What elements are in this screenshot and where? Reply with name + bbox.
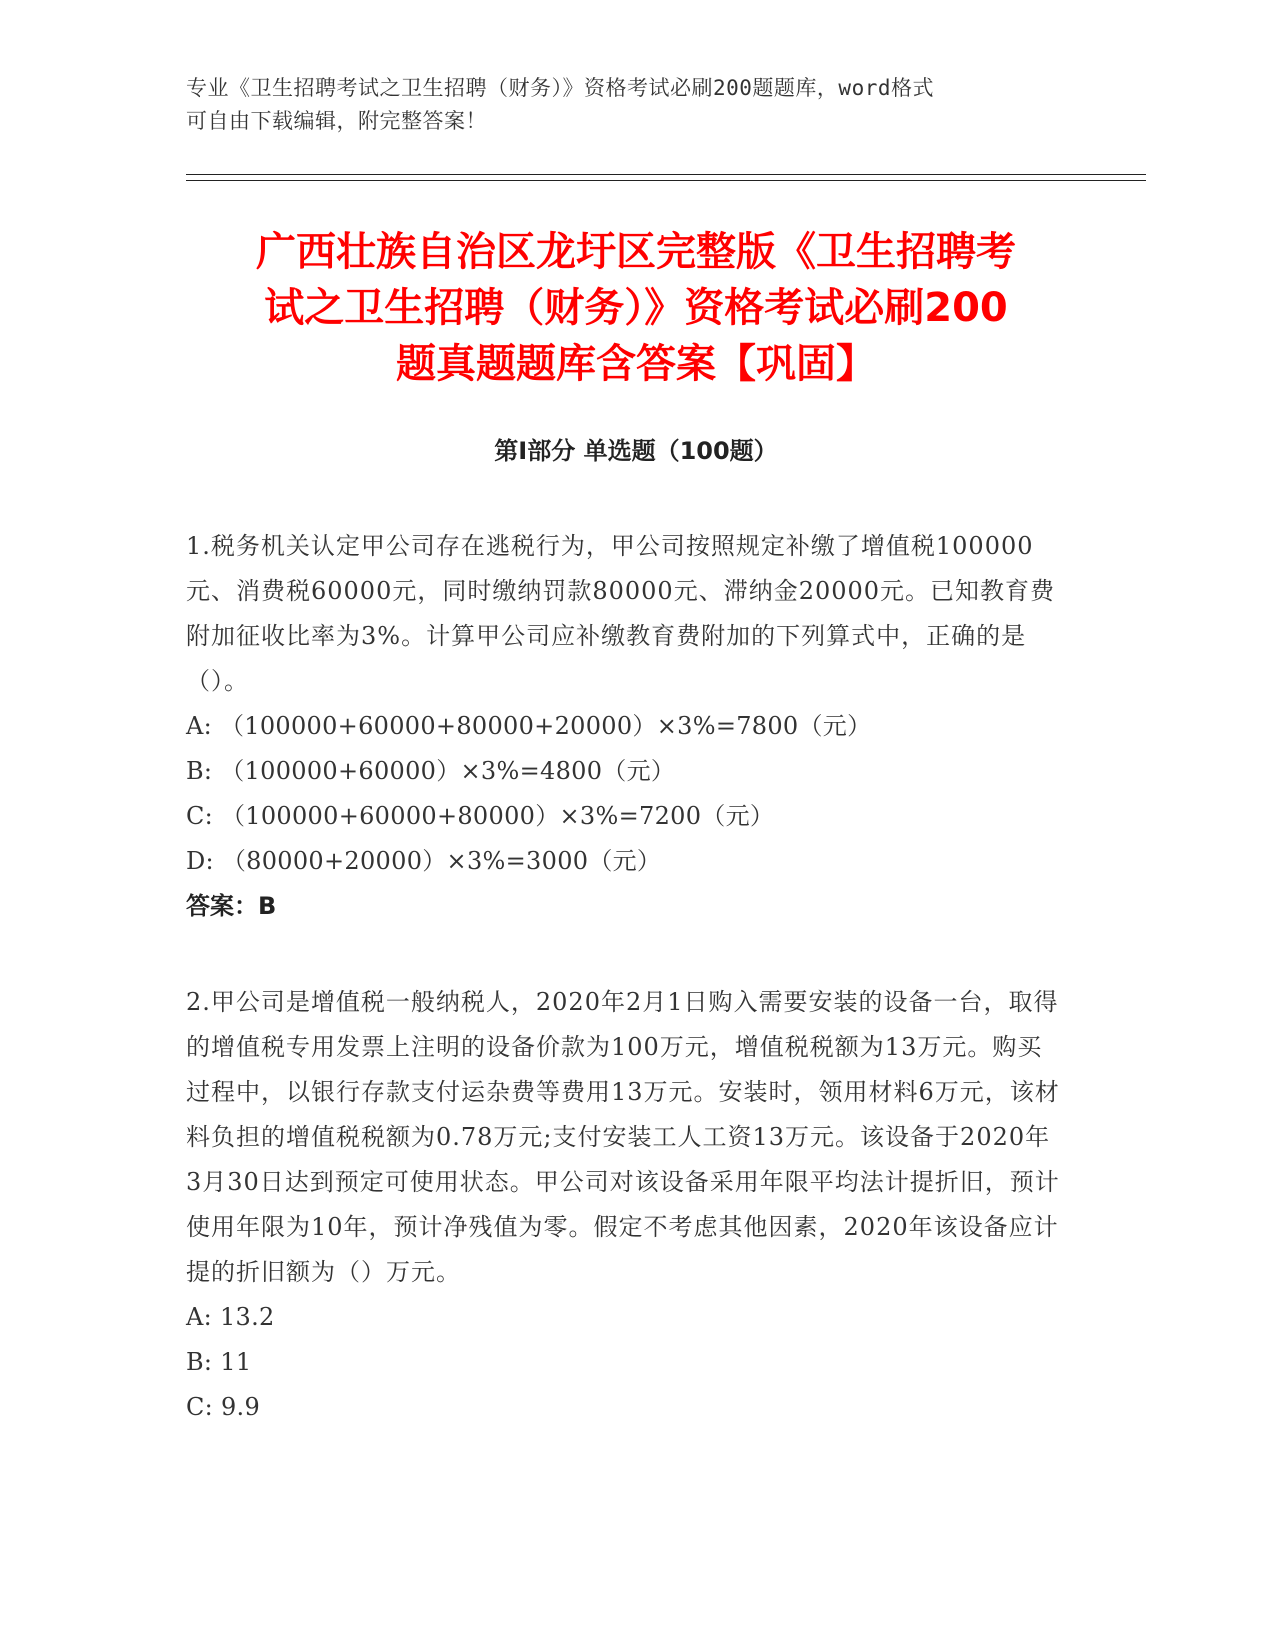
option-d: D: （80000+20000）×3%=3000（元） [186,847,662,875]
question-1 [186,524,1066,929]
question-2 [186,980,1066,1430]
option-a: A: 13.2 [186,1303,275,1331]
header-divider-top [186,174,1146,175]
header-note-line-1: 专业《卫生招聘考试之卫生招聘（财务）》资格考试必刷200题题库，word格式 [186,76,934,100]
option-b: B: （100000+60000）×3%=4800（元） [186,757,676,785]
header-note [186,72,1066,138]
section-heading: 第Ⅰ部分 单选题（100题） [494,437,778,465]
header-note-line-2: 可自由下载编辑，附完整答案！ [186,109,487,133]
option-a: A: （100000+60000+80000+20000）×3%=7800（元） [186,712,872,740]
document-title [186,224,1086,392]
header-divider-bottom [186,180,1146,181]
document-title-line-2: 试之卫生招聘（财务）》资格考试必刷200 [264,285,1008,331]
question-stem: 1.税务机关认定甲公司存在逃税行为，甲公司按照规定补缴了增值税100000元、消费税60000元，同时缴纳罚款80000元、滞纳金20000元。已知教育费附加征收比率为3%。计算甲公司应补缴教育费附加的下列算式中，正确的是（）。 [186,532,1056,695]
answer-line: 答案：B [186,892,277,920]
option-b: B: 11 [186,1348,252,1376]
option-c: C: （100000+60000+80000）×3%=7200（元） [186,802,775,830]
document-title-line-3: 题真题题库含答案【巩固】 [396,341,876,387]
option-c: C: 9.9 [186,1393,261,1421]
question-stem: 2.甲公司是增值税一般纳税人，2020年2月1日购入需要安装的设备一台，取得的增值税专用发票上注明的设备价款为100万元，增值税税额为13万元。购买过程中，以银行存款支付运杂费等费用13万元。安装时，领用材料6万元，该材料负担的增值税税额为0.78万元;支付安装工人工资13万元。该设备于2020年3月30日达到预定可使用状态。甲公司对该设备采用年限平均法计提折旧，预计使用年限为10年，预计净残值为零。假定不考虑其他因素，2020年该设备应计提的折旧额为（）万元。 [186,988,1060,1286]
document-title-line-1: 广西壮族自治区龙圩区完整版《卫生招聘考 [256,229,1016,275]
